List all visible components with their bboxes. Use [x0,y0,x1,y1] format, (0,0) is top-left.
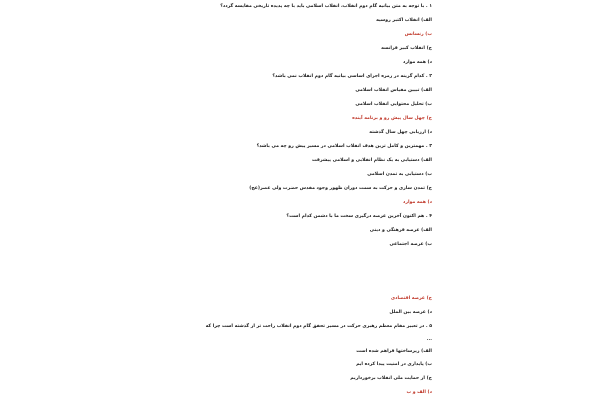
question-4: ۴ . هم اکنون آخرین عرصه درگیری سخت ما با دشمن کدام است؟ [286,214,432,219]
question-5: ۵ . در تعبیر مقام معظم رهبری حرکت در مسیر تحقق گام دوم انقلاب راحت تر از گذشته است چرا که [205,324,432,329]
option-1-a: الف) انقلاب اکتبر روسیه [376,18,432,23]
option-2-c: ج) چهل سال پیش رو و برنامه آینده [352,116,432,121]
option-4-b: ب) عرصه اجتماعی [389,242,432,247]
option-2-b: ب) تحلیل محتوایی انقلاب اسلامی [355,102,432,107]
option-3-c: ج) تمدن سازی و حرکت به سمت دوران ظهور وجود مقدس حضرت ولی عصر(عج) [249,186,432,191]
option-3-d: د) همه موارد [402,200,432,205]
option-4-a: الف) عرصه فرهنگی و دینی [369,228,432,233]
option-2-a: الف) تبیین مقیاس انقلاب اسلامی [355,88,432,93]
option-2-d: د) ارزیابی چهل سال گذشته [369,130,432,135]
option-3-b: ب) دستیابی به تمدن اسلامی [367,172,432,177]
option-5-b: ب) پایداری در امنیت پیدا کرده ایم [356,362,432,367]
option-1-d: د) همه موارد [402,60,432,65]
option-5-c: ج) از حمایت ملی انقلاب برخورداریم [350,376,432,381]
option-5-d: د) الف و ب [406,390,432,395]
question-5-ellipsis: ... [426,337,432,342]
question-2: ۲ . کدام گزینه در زمره اجزای اساسی بیانیه گام دوم انقلاب نمی باشد؟ [272,74,432,79]
left-margin [0,0,145,400]
question-3: ۳ . مهمترین و کامل ترین هدف انقلاب اسلامی در مسیر پیش رو چه می باشد؟ [256,144,432,149]
option-4-d: د) عرصه بین الملل [389,310,432,315]
option-1-b: ب) رنسانس [404,32,432,37]
option-1-c: ج) انقلاب کبیر فرانسه [381,46,432,51]
option-5-a: الف) زیرساختها فراهم شده است [356,349,432,354]
option-4-c: ج) عرصه اقتصادی [390,296,432,301]
option-3-a: الف) دستیابی به یک نظام انقلابی و اسلامی پیشرفت [311,158,432,163]
right-margin [455,0,600,400]
question-1: ۱ . با توجه به متن بیانیه گام دوم انقلاب، انقلاب اسلامی باید با چه پدیده تاریخی مقایسه گردد؟ [220,4,432,9]
